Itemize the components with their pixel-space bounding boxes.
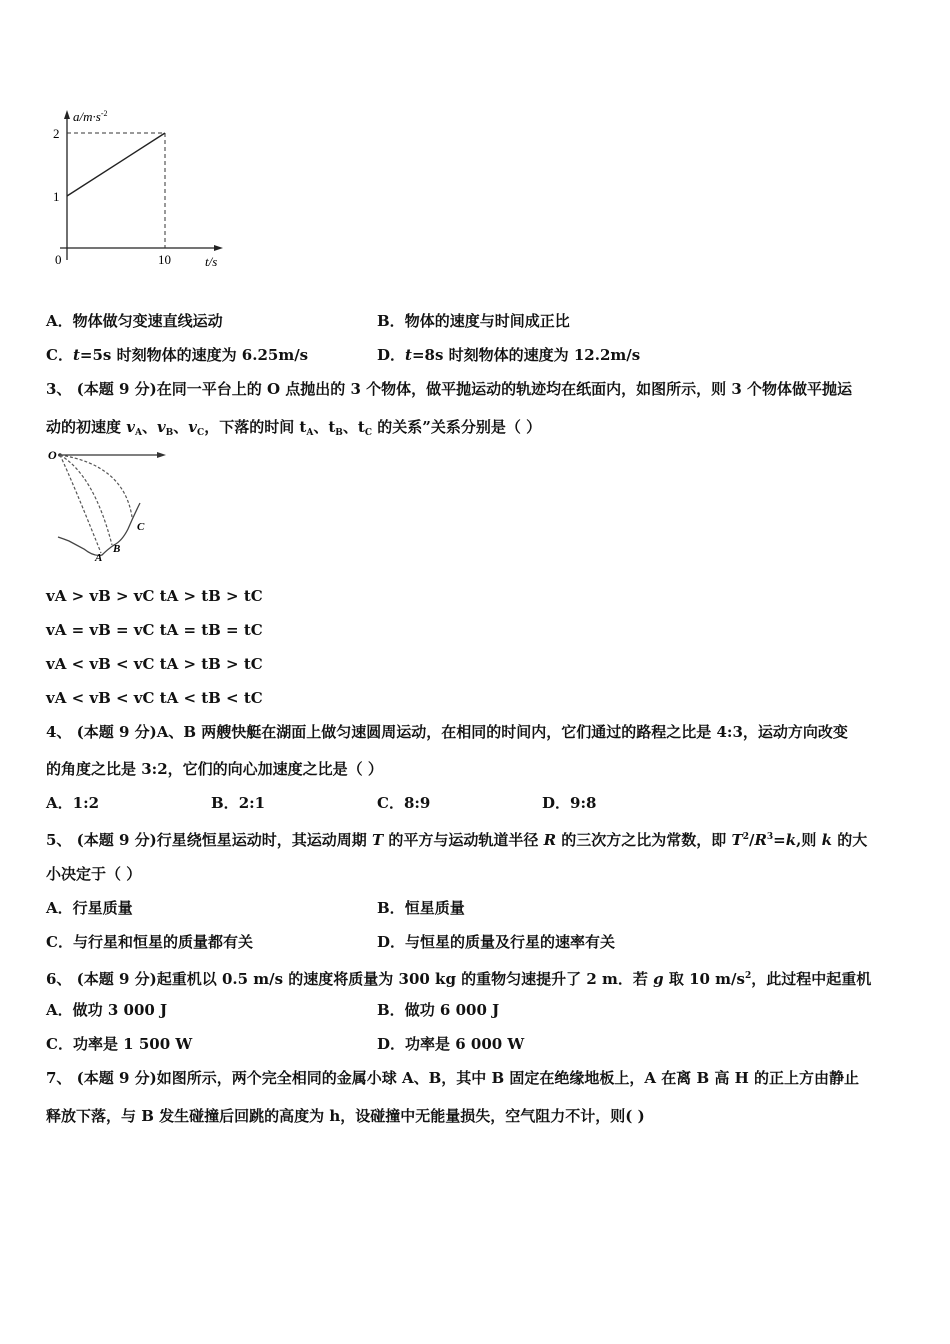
q3-stem-line2: 动的初速度 $v_A$、$v_B$、$v_C$，下落的时间 $t_A$、$t_B$、$t_C$ 的关系”关系分别是（ ）	[46, 418, 542, 438]
q2-option-d: D．t=8s 时刻物体的速度为 12.2m/s	[377, 346, 641, 364]
q7-stem-line2: 释放下落，与 B 发生碰撞后回跳的高度为 h，设碰撞中无能量损失，空气阻力不计，则( )	[46, 1107, 645, 1125]
q3-option-c	[46, 654, 263, 674]
x-axis-label: t/s	[205, 254, 218, 269]
label-c: C	[137, 521, 145, 533]
x-axis-arrow	[214, 245, 223, 251]
q2-option-b: B．物体的速度与时间成正比	[377, 312, 570, 330]
tick-origin: 0	[55, 252, 62, 267]
projectile-trajectory-figure	[44, 445, 174, 570]
q2-option-c: C．t=5s 时刻物体的速度为 6.25m/s	[46, 346, 309, 364]
tick-y2: 2	[53, 126, 60, 141]
q3-option-d	[46, 688, 263, 708]
q3-option-a-text: vA > vB > vC tA > tB > tC	[46, 587, 263, 605]
tick-x10: 10	[158, 252, 171, 267]
q3-option-c-text: vA < vB < vC tA > tB > tC	[46, 655, 263, 673]
q5-option-a: A．行星质量	[46, 899, 133, 917]
q5-option-b: B．恒星质量	[377, 899, 465, 917]
q3-stem-line1: 3、 (本题 9 分)在同一平台上的 O 点抛出的 3 个物体，做平抛运动的轨迹均在纸面内，如图所示，则 3 个物体做平抛运	[46, 380, 853, 398]
acceleration-time-graph	[40, 100, 240, 280]
q6-option-d: D．功率是 6 000 W	[377, 1035, 525, 1053]
tick-y1: 1	[53, 189, 60, 204]
label-o: O	[48, 448, 57, 462]
q4-option-d: D．9:8	[542, 794, 597, 812]
q3-option-a	[46, 586, 263, 606]
q5-option-c: C．与行星和恒星的质量都有关	[46, 933, 253, 951]
reference-arrow	[157, 452, 166, 458]
q4-stem-line1: 4、 (本题 9 分)A、B 两艘快艇在湖面上做匀速圆周运动，在相同的时间内，它们通过的路程之比是 4:3，运动方向改变	[46, 723, 848, 741]
q6-option-a: A．做功 3 000 J	[46, 1001, 168, 1019]
trajectory-b	[60, 455, 112, 545]
q5-option-d: D．与恒星的质量及行星的速率有关	[377, 933, 616, 951]
y-axis-arrow	[64, 110, 70, 119]
q4-option-b: B．2:1	[211, 794, 266, 812]
q5-stem-line2: 小决定于（ ）	[46, 865, 142, 883]
y-axis-label: $a/m\cdot s^{-2}$	[73, 109, 108, 124]
trajectory-a	[60, 455, 101, 553]
q7-stem-line1: 7、 (本题 9 分)如图所示，两个完全相同的金属小球 A、B，其中 B 固定在绝缘地板上，A 在离 B 高 H 的正上方由静止	[46, 1069, 860, 1087]
q2-option-a: A．物体做匀变速直线运动	[46, 312, 223, 330]
q3-option-b-text: vA = vB = vC tA = tB = tC	[46, 621, 263, 639]
q6-stem-line1: 6、 (本题 9 分)起重机以 0.5 m/s 的速度将质量为 300 kg 的重物匀速提升了 2 m．若 g 取 10 $m/s^2$，此过程中起重机	[46, 970, 872, 988]
label-b: B	[113, 543, 121, 555]
q6-option-c: C．功率是 1 500 W	[46, 1035, 193, 1053]
q3-option-b	[46, 620, 263, 640]
q4-option-a: A．1:2	[46, 794, 100, 812]
q4-option-c: C．8:9	[377, 794, 431, 812]
q4-stem-line2: 的角度之比是 3:2，它们的向心加速度之比是（ ）	[46, 760, 383, 778]
q6-option-b: B．做功 6 000 J	[377, 1001, 500, 1019]
label-a: A	[95, 552, 103, 564]
trajectory-c	[60, 455, 132, 517]
acceleration-line	[67, 133, 165, 196]
q5-stem-line1: 5、 (本题 9 分)行星绕恒星运动时，其运动周期 T 的平方与运动轨道半径 R 的三次方之比为常数，即 $T^2/R^3=k$,则 k 的大	[46, 831, 868, 849]
q3-option-d-text: vA < vB < vC tA < tB < tC	[46, 689, 263, 707]
